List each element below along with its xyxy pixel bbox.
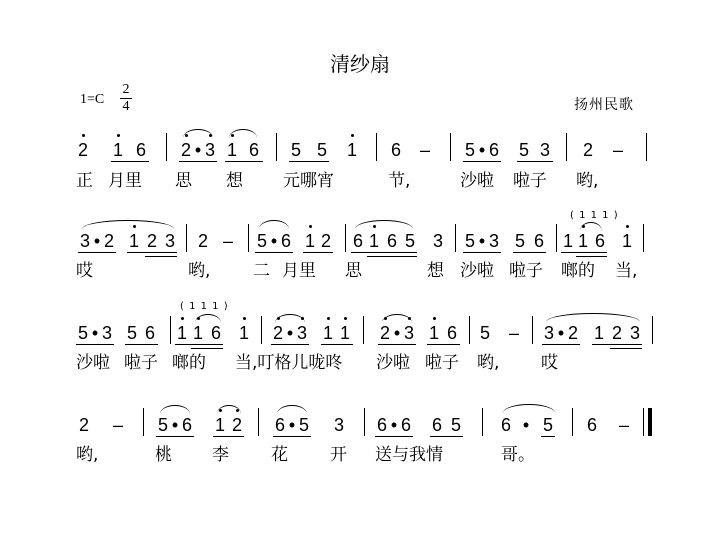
augmentation-dot: • [286, 323, 294, 343]
underline [127, 252, 177, 253]
note: 2 [180, 140, 191, 160]
note: 6 [144, 323, 155, 343]
note: 1 [428, 323, 439, 343]
high-octave-dot [433, 317, 436, 320]
note: 5 [157, 415, 168, 435]
note: 6 [181, 415, 192, 435]
slur [183, 129, 213, 138]
note: 1 [621, 231, 632, 251]
bar-line [572, 408, 573, 436]
high-octave-dot [626, 225, 629, 228]
augmentation-dot: • [288, 415, 296, 435]
high-octave-dot [181, 317, 184, 320]
note: 2 [272, 323, 283, 343]
lyric: 送与我情 [375, 445, 443, 465]
bar-line [363, 316, 364, 344]
song-origin: 扬州民歌 [574, 97, 634, 113]
note: 3 [629, 323, 640, 343]
lyric: 啦子 [425, 353, 459, 373]
note: 5 [290, 140, 301, 160]
note: 2 [611, 323, 622, 343]
lyric: 思 [345, 261, 362, 281]
note: 1 [192, 323, 203, 343]
note: 5 [126, 323, 137, 343]
key-signature: 1=C [80, 92, 105, 107]
dash: – [618, 415, 629, 435]
lyric: 月里 [282, 261, 316, 281]
augmentation-dot: • [93, 231, 101, 251]
augmentation-dot: • [171, 415, 179, 435]
lyric: 啦子 [513, 171, 547, 191]
note: 1 [593, 323, 604, 343]
note: 5 [256, 231, 267, 251]
underline [321, 344, 353, 345]
note: 5 [514, 231, 525, 251]
underline [255, 252, 293, 253]
lyric: 正 [76, 171, 93, 191]
note: 1 [238, 323, 249, 343]
underline [463, 252, 501, 253]
note: 3 [164, 231, 175, 251]
bar-line [248, 224, 249, 252]
underline [289, 161, 329, 162]
note: 3 [204, 140, 215, 160]
bar-line [455, 224, 456, 252]
note: 1 [214, 415, 225, 435]
note: 5 [464, 231, 475, 251]
note: 5 [464, 140, 475, 160]
slur [275, 314, 305, 323]
note: 1 [226, 140, 237, 160]
note: 1 [304, 231, 315, 251]
underline [213, 436, 244, 437]
underline [191, 348, 223, 349]
underline [610, 348, 642, 349]
dash: – [419, 140, 430, 160]
lyric: 哎 [541, 353, 558, 373]
underline [225, 161, 263, 162]
underline [367, 256, 417, 257]
slur [503, 404, 555, 413]
note: 5 [542, 415, 553, 435]
meter-bottom: 4 [122, 99, 130, 114]
bar-line [532, 316, 533, 344]
bar-line [566, 133, 567, 161]
note: 3 [403, 323, 414, 343]
note: 2 [146, 231, 157, 251]
lyric: 啦子 [124, 353, 158, 373]
dash: – [612, 140, 623, 160]
bar-line [450, 133, 451, 161]
bar-line [345, 224, 346, 252]
high-octave-dot [117, 134, 120, 137]
underline [175, 344, 223, 345]
augmentation-dot: • [522, 415, 530, 435]
underline [273, 436, 311, 437]
slur [195, 314, 221, 323]
bar-line [364, 408, 365, 436]
lyric: 想 [427, 261, 444, 281]
note: 3 [488, 231, 499, 251]
time-signature [118, 82, 134, 115]
lyric: 沙啦 [460, 261, 494, 281]
note: 6 [500, 415, 511, 435]
meter-top: 2 [122, 82, 130, 97]
augmentation-dot: • [478, 231, 486, 251]
note: 6 [390, 140, 401, 160]
underline [145, 256, 177, 257]
final-bar-thick [648, 408, 652, 436]
underline [378, 344, 416, 345]
lyric: 当,叮格儿咙咚 [235, 353, 343, 373]
bar-line [276, 133, 277, 161]
slur [546, 313, 640, 322]
lyric: 当, [615, 261, 638, 281]
underline [592, 344, 642, 345]
slur [382, 314, 412, 323]
note: 1 [322, 323, 333, 343]
note: 6 [135, 140, 146, 160]
underline [576, 256, 607, 257]
slur [217, 405, 241, 414]
note: 2 [320, 231, 331, 251]
underline [375, 436, 413, 437]
note: 6 [274, 415, 285, 435]
lyric: 沙啦 [376, 353, 410, 373]
note: 6 [446, 323, 457, 343]
augmentation-dot: • [478, 140, 486, 160]
slur [229, 129, 257, 138]
lyric: 想 [226, 171, 243, 191]
lyric: 桃 [155, 445, 172, 465]
note: 6 [376, 415, 387, 435]
note: 6 [248, 140, 259, 160]
lyric: 哟, [576, 171, 599, 191]
note: 2 [78, 415, 89, 435]
slur [277, 405, 307, 414]
note: 1 [577, 231, 588, 251]
lyric: 月里 [108, 171, 142, 191]
high-octave-dot [351, 134, 354, 137]
underline [542, 344, 580, 345]
note: 3 [539, 140, 550, 160]
lyric: 沙啦 [76, 353, 110, 373]
lyric: 哥。 [501, 445, 535, 465]
augmentation-dot: • [270, 231, 278, 251]
dash: – [222, 231, 233, 251]
slur [160, 405, 190, 414]
high-octave-dot [344, 317, 347, 320]
slur [82, 220, 174, 229]
bar-line [652, 316, 653, 344]
lyric: 啷的 [172, 353, 206, 373]
bar-line [376, 133, 377, 161]
bar-line [166, 133, 167, 161]
note: 2 [231, 415, 242, 435]
note: 6 [431, 415, 442, 435]
bar-line [556, 224, 557, 252]
augmentation-dot: • [390, 415, 398, 435]
note: 5 [404, 231, 415, 251]
lyric: 二 [253, 261, 270, 281]
lyric: 思 [175, 171, 192, 191]
slur [580, 222, 602, 231]
lyric: 哟, [188, 261, 211, 281]
underline [427, 344, 460, 345]
note: 5 [316, 140, 327, 160]
note: 2 [197, 231, 208, 251]
bar-line [469, 316, 470, 344]
note: 2 [567, 323, 578, 343]
note: 6 [352, 231, 363, 251]
underline [76, 344, 114, 345]
augmentation-dot: • [194, 140, 202, 160]
dash: – [508, 323, 519, 343]
bar-line [170, 316, 171, 344]
bar-line [186, 224, 187, 252]
lyric: 啷的 [561, 261, 595, 281]
note: 1 [112, 140, 123, 160]
underline [303, 252, 333, 253]
note: 2 [582, 140, 593, 160]
augmentation-dot: • [393, 323, 401, 343]
dash: – [112, 415, 123, 435]
lyric: 节, [388, 171, 411, 191]
note: 3 [79, 231, 90, 251]
note: 1 [176, 323, 187, 343]
note: 2 [379, 323, 390, 343]
underline [517, 161, 553, 162]
bar-line [258, 408, 259, 436]
underline [125, 344, 158, 345]
note: 3 [333, 415, 344, 435]
bar-line [482, 408, 483, 436]
underline [78, 252, 116, 253]
lyric: 哟, [477, 353, 500, 373]
underline [111, 161, 149, 162]
lyric: 花 [271, 445, 288, 465]
ornament-parenthesis: ( 1 1 1 ) [180, 301, 229, 312]
lyric: 啦子 [509, 261, 543, 281]
note: 6 [488, 140, 499, 160]
high-octave-dot [309, 225, 312, 228]
ornament-parenthesis: ( 1 1 1 ) [570, 210, 619, 221]
bar-line [646, 133, 647, 161]
note: 6 [533, 231, 544, 251]
note: 1 [562, 231, 573, 251]
note: 6 [280, 231, 291, 251]
underline [541, 436, 555, 437]
bar-line [143, 408, 144, 436]
lyric: 元哪宵 [283, 171, 334, 191]
note: 1 [346, 140, 357, 160]
song-title: 清纱扇 [330, 52, 390, 76]
note: 5 [298, 415, 309, 435]
lyric: 哟, [76, 445, 99, 465]
slur [259, 220, 289, 229]
note: 5 [518, 140, 529, 160]
slur [355, 220, 413, 229]
note: 1 [368, 231, 379, 251]
lyric: 李 [212, 445, 229, 465]
underline [561, 252, 607, 253]
high-octave-dot [327, 317, 330, 320]
lyric: 哎 [76, 261, 93, 281]
lyric: 沙啦 [460, 171, 494, 191]
note: 1 [128, 231, 139, 251]
note: 5 [77, 323, 88, 343]
note: 3 [296, 323, 307, 343]
note: 3 [543, 323, 554, 343]
augmentation-dot: • [91, 323, 99, 343]
note: 2 [77, 140, 88, 160]
underline [513, 252, 546, 253]
underline [430, 436, 463, 437]
bar-line [261, 316, 262, 344]
underline [179, 161, 217, 162]
bar-line [643, 224, 644, 252]
note: 6 [594, 231, 605, 251]
high-octave-dot [243, 317, 246, 320]
note: 6 [586, 415, 597, 435]
final-bar-thin [643, 408, 644, 436]
note: 6 [400, 415, 411, 435]
note: 6 [210, 323, 221, 343]
underline [271, 344, 309, 345]
note: 5 [479, 323, 490, 343]
note: 2 [103, 231, 114, 251]
note: 3 [432, 231, 443, 251]
underline [351, 252, 417, 253]
note: 5 [450, 415, 461, 435]
lyric: 开 [330, 445, 347, 465]
underline [156, 436, 194, 437]
augmentation-dot: • [557, 323, 565, 343]
note: 6 [386, 231, 397, 251]
high-octave-dot [82, 134, 85, 137]
note: 1 [339, 323, 350, 343]
underline [463, 161, 501, 162]
note: 3 [101, 323, 112, 343]
